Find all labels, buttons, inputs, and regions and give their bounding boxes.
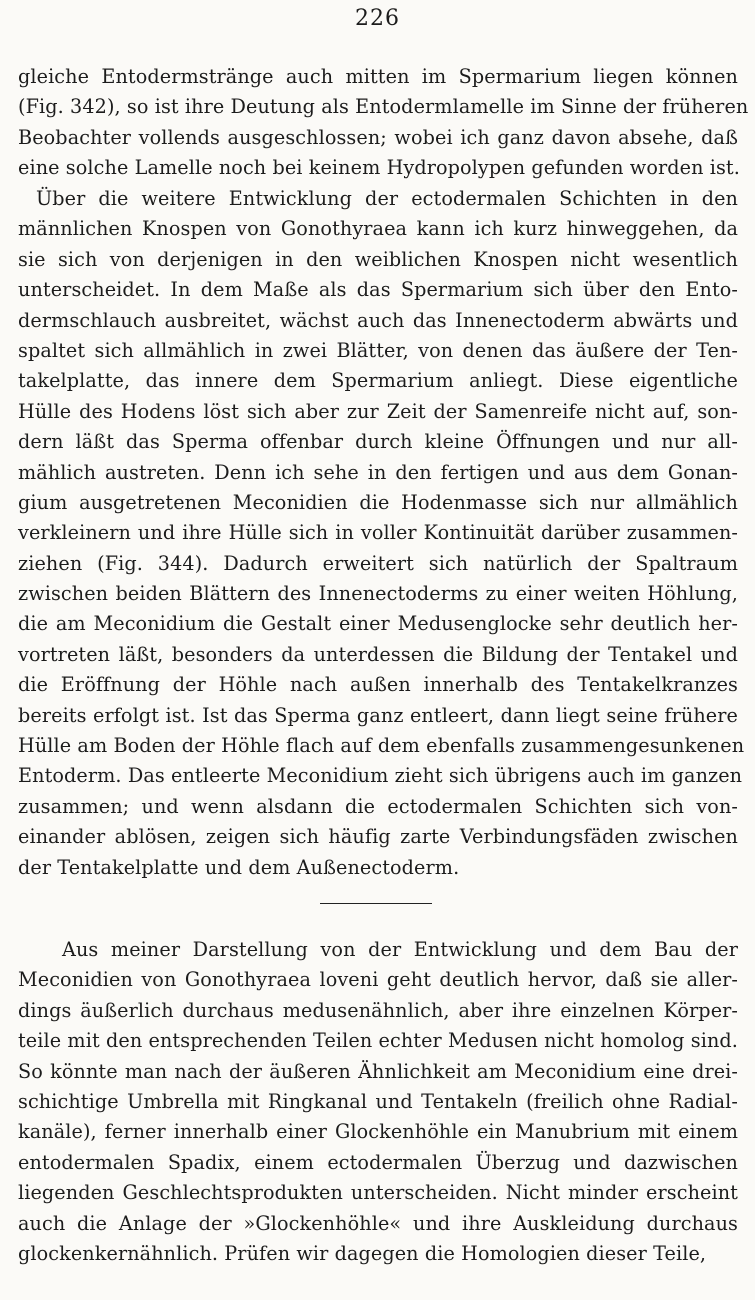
text-line: dermschlauch ausbreitet, wächst auch das Innenectoderm abwärts und <box>18 308 738 332</box>
text-line: (Fig. 342), so ist ihre Deutung als Entodermlamelle im Sinne der früheren <box>18 95 749 119</box>
text-line: einander ablösen, zeigen sich häufig zarte Verbindungsfäden zwischen <box>18 825 738 849</box>
paragraph-2 <box>18 184 745 883</box>
text-line: zwischen beiden Blättern des Innenectoderms zu einer weiten Höhlung, <box>18 582 738 606</box>
text-line: vortreten läßt, besonders da unterdessen die Bildung der Tentakel und <box>18 642 738 666</box>
text-line: unterscheidet. In dem Maße als das Spermarium sich über den Ento- <box>18 278 738 302</box>
text-line: zusammen; und wenn alsdann die ectodermalen Schichten sich von- <box>18 794 738 818</box>
page-number: 226 <box>355 6 400 31</box>
text-line: Hülle des Hodens löst sich aber zur Zeit der Samenreife nicht auf, son- <box>18 399 738 423</box>
text-line: der Tentakelplatte und dem Außenectoderm. <box>18 855 460 879</box>
text-line: kanäle), ferner innerhalb einer Glockenhöhle ein Manubrium mit einem <box>18 1120 738 1144</box>
text-line: sie sich von derjenigen in den weiblichen Knospen nicht wesentlich <box>18 247 738 271</box>
text-line: So könnte man nach der äußeren Ähnlichkeit am Meconidium eine drei- <box>18 1059 738 1083</box>
text-line: auch die Anlage der »Glockenhöhle« und ihre Auskleidung durchaus <box>18 1211 738 1235</box>
text-line: dings äußerlich durchaus medusenähnlich, aber ihre einzelnen Körper- <box>18 998 738 1022</box>
text-line: Aus meiner Darstellung von der Entwicklung und dem Bau der <box>62 938 738 961</box>
text-line: Beobachter vollends ausgeschlossen; wobei ich ganz davon absehe, daß <box>18 125 738 149</box>
text-line: takelplatte, das innere dem Spermarium anliegt. Diese eigentliche <box>18 369 738 393</box>
text-line: entodermalen Spadix, einem ectodermalen Überzug und dazwischen <box>18 1150 738 1174</box>
text-line: gium ausgetretenen Meconidien die Hodenmasse sich nur allmählich <box>18 490 738 514</box>
text-line: ziehen (Fig. 344). Dadurch erweitert sich natürlich der Spaltraum <box>18 551 738 575</box>
text-line: Meconidien von Gonothyraea loveni geht deutlich hervor, daß sie aller- <box>18 968 738 992</box>
text-line: glockenkernähnlich. Prüfen wir dagegen die Homologien dieser Teile, <box>18 1241 707 1265</box>
text-line: bereits erfolgt ist. Ist das Sperma ganz entleert, dann liegt seine frühere <box>18 703 738 727</box>
text-line: Entoderm. Das entleerte Meconidium zieht sich übrigens auch im ganzen <box>18 764 743 788</box>
text-line: teile mit den entsprechenden Teilen echter Medusen nicht homolog sind. <box>18 1029 738 1053</box>
text-line: eine solche Lamelle noch bei keinem Hydropolypen gefunden worden ist. <box>18 156 740 180</box>
text-line: liegenden Geschlechtsprodukten unterscheiden. Nicht minder erscheint <box>18 1181 738 1205</box>
paragraph-1 <box>18 62 749 184</box>
text-line: dern läßt das Sperma offenbar durch kleine Öffnungen und nur all- <box>18 430 738 454</box>
text-line: männlichen Knospen von Gonothyraea kann ich kurz hinweggehen, da <box>18 217 738 241</box>
text-line: gleiche Entodermstränge auch mitten im Spermarium liegen können <box>18 65 738 88</box>
text-line: Hülle am Boden der Höhle flach auf dem ebenfalls zusammengesunkenen <box>18 734 745 758</box>
text-line: die Eröffnung der Höhle nach außen innerhalb des Tentakelkranzes <box>18 673 738 697</box>
text-line: Über die weitere Entwicklung der ectodermalen Schichten in den <box>36 187 738 210</box>
text-line: verkleinern und ihre Hülle sich in voller Kontinuität darüber zusammen- <box>18 521 738 545</box>
text-line: spaltet sich allmählich in zwei Blätter, von denen das äußere der Ten- <box>18 338 738 362</box>
text-line: schichtige Umbrella mit Ringkanal und Tentakeln (freilich ohne Radial- <box>18 1089 738 1113</box>
text-line: die am Meconidium die Gestalt einer Medusenglocke sehr deutlich her- <box>18 612 738 636</box>
paragraph-3 <box>18 935 738 1269</box>
section-divider <box>320 903 432 904</box>
text-line: mählich austreten. Denn ich sehe in den fertigen und aus dem Gonan- <box>18 460 738 484</box>
